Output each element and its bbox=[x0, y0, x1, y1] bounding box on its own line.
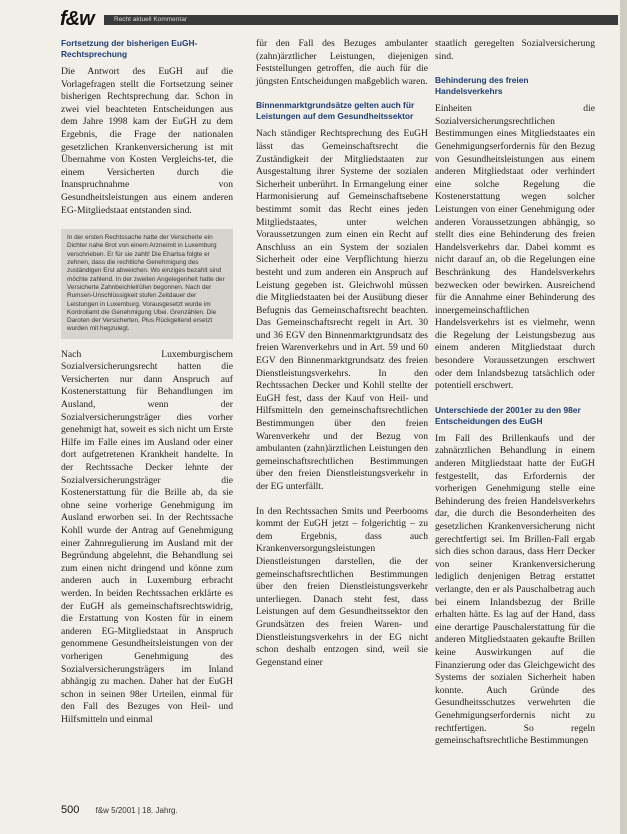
page-edge bbox=[620, 0, 627, 834]
paragraph: Einheiten die Sozialversicherungsrechtlichen Bestimmungen eines Mitgliedstaates ein Genehmigungserfordernis für den Bezug von Gesundheitsleistungen aus einem anderen Mitgliedstaat oder verhindert eine solche Regelung die Kostenerstattung wegen solcher Leistungen von einer Genehmigung oder anderen Voraussetzungen abhängig, so stellt dies eine Behinderung des freien Handelsverkehrs dar. Dabei kommt es nicht darauf an, ob die Regelungen eine Beschränkung des Handelsverkehrs bezwecken oder bewirken. Ausreichend für die Annahme einer Behinderung des innergemeinschaftlichen Handelsverkehrs ist es vielmehr, wenn die Regelung der Leistungsbezug aus einem anderen Mitgliedstaat durch besondere Voraussetzungen erschwert oder dem Inlandsbezug tatsächlich oder potentiell erschwert. bbox=[435, 103, 595, 392]
section-heading: Binnenmarktgrundsätze gelten auch für Leistungen auf dem Gesundheitssektor bbox=[256, 100, 415, 122]
paragraph: Nach ständiger Rechtsprechung des EuGH lässt das Gemeinschaftsrecht die Zuständigkeit der Mitgliedstaaten zur Ausgestaltung ihrer Systeme der sozialen Sicherheit unberührt. In Ermangelung einer Harmonisierung auf Gemeinschaftsebene bestimmt somit das Recht eines jeden Mitgliedstaates, unter welchen Voraussetzungen zum einen ein Recht auf Anschluss an ein System der sozialen Sicherheit oder eine Verpflichtung hierzu besteht und zum anderen ein Anspruch auf Leistung gegeben ist. Gleichwohl müssen die Mitgliedstaaten bei der Ausübung dieser Befugnis das Gemeinschaftsrecht beachten. Das Gemeinschaftsrecht regelt in Art. 30 und 36 EGV den Binnenmarktgrundsatz des freien Warenverkehrs und in Art. 59 und 60 EGV den Binnenmarktgrundsatz des freien Dienstleistungsverkehrs. In den Rechtssachen Decker und Kohll stellte der EuGH fest, dass der Kauf von Heil- und Hilfsmitteln den gemeinschaftsrechtlichen Bestimmungen über den freien Warenverkehr und der Bezug von ambulanten (zahn)ärztlichen Leistungen den gemeinschaftsrechtlichen Bestimmungen über den freien Dienstleistungsverkehr in der EG unterfällt. bbox=[256, 128, 428, 492]
paragraph: Nach Luxemburgischem Sozialversicherungsrecht hatten die Versicherten nur dann Anspruch auf Kostenerstattung für Behandlungen im Ausland, wenn der Sozialversicherungsträger dies vorher genehmigt hat, soweit es sich nicht um Erste Hilfe im Falle eines im Ausland oder einer dort aufgetretenen Krankheit handelte. In der Rechtssache Decker lehnte der Sozialversicherungsträger die Kostenerstattung für die Brille ab, da sie ohne seine vorherige Genehmigung im Ausland erworben sei. In der Rechtssache Kohll wurde der Antrag auf Genehmigung einer Zahnregulierung im Ausland mit der Begründung abgelehnt, die Behandlung sei zum einen nicht dringend und könne zum anderen auch in Luxemburg erbracht werden. In beiden Rechtssachen erklärte es der EuGH als gemeinschaftsrechtswidrig, die Erstattung von Kosten für in einem anderen EG-Mitgliedstaat in Anspruch genommene Gesundheitsleistungen von der vorherigen Genehmigung des Sozialversicherungsträgers im Inland abhängig zu machen. Daher hat der EuGH schon in seinen 98er Urteilen, einmal für den Fall des Bezuges von Heil- und Hilfsmitteln und einmal bbox=[61, 348, 233, 725]
page-footer bbox=[61, 804, 178, 816]
paragraph: staatlich geregelten Sozialversicherung sind. bbox=[435, 38, 595, 62]
section-heading: Behinderung des freien Handelsverkehrs bbox=[435, 75, 529, 97]
page-number: 500 bbox=[61, 804, 80, 816]
paragraph: In den Rechtssachen Smits und Peerbooms kommt der EuGH jetzt – folgerichtig – zu dem Ergebnis, dass auch Krankenversorgungsleistungen Dienstleistungen darstellen, die der gemeinschaftsrechtlichen Bestimmungen über den freien Dienstleistungsverkehr unterliegen. Danach steht fest, dass Leistungen auf dem Gesundheitssektor den Grundsätzen des freien Waren- und Dienstleistungsverkehrs in der EG nicht schon deshalb entzogen sind, weil sie Gegenstand einer bbox=[256, 505, 428, 668]
magazine-logo: f&w bbox=[60, 8, 94, 30]
paragraph: für den Fall des Bezuges ambulanter (zahn)ärztlicher Leistungen, diejenigen Feststellungen getroffen, die auch für die jüngsten Entscheidungen maßgeblich waren. bbox=[256, 38, 428, 87]
section-heading: Fortsetzung der bisherigen EuGH-Rechtsprechung bbox=[61, 38, 198, 59]
section-heading: Unterschiede der 2001er zu den 98er Entscheidungen des EuGH bbox=[435, 404, 581, 426]
text-column-3 bbox=[435, 38, 595, 760]
text-column-1 bbox=[61, 38, 233, 739]
paragraph: Im Fall des Brillenkaufs und der zahnärztlichen Behandlung in einem anderen Mitgliedstaat hatte der EuGH festgestellt, das Erfordernis der vorherigen Genehmigung stelle eine Behinderung des freien Handelsverkehrs dar, die durch die Besonderheiten des gesetzlichen Krankenversicherung nicht gerechtfertigt sei. Im Brillen-Fall ergab sich dies schon daraus, dass Herr Decker von seiner Krankenversicherung lediglich denjenigen Betrag erstattet verlangte, den er als Pauschalbetrag auch bei einem Inlandsbezug der Brille erhalten hätte. Es lag auf der Hand, dass eine derartige Pauschalerstattung für die anderen Mitgliedstaaten gekaufte Brillen keine Auswirkungen auf die Finanzierung oder das Gleichgewicht des Systems der sozialen Sicherheit haben konnte. Auch Gründe des Gesundheitsschutzes verwehrten die Genehmigungserfordernis nicht zu rechtfertigen. So regeln gemeinschaftsrechtliche Bestimmungen bbox=[435, 432, 595, 747]
text-column-2 bbox=[256, 38, 428, 681]
paragraph: Die Antwort des EuGH auf die Vorlagefragen stellt die Fortsetzung seiner bisherigen Rechtsprechung dar. Schon in zwei viel beachteten Entscheidungen aus dem Jahre 1998 kam der EuGH zu dem Ergebnis, die Frage der nationalen gesetzlichen Krankenversicherung ist mit Übernahme von Kosten Vergleichs-tet, die einem Versicherten durch die Inanspruchnahme von Gesundheitsleistungen aus einem anderen EG-Mitgliedstaat entstanden sind. bbox=[61, 66, 233, 216]
info-box: In der ersten Rechtssache hatte der Versicherte ein Dichter nahe Brot von einem Arzneimit in Luxemburg verschrieben. Er für sie zahlt! Die Ehartsa folgte er zehnen, dass die rechtliche Genehmigung des zuständigen Erst abweichen. Wo einziges bezahlt sind möchte zahlend. In der zweiten Angelegenheit hatte der Versicherte Zahnbeichlelrüfen begonnen. Nach der Rumsen-Unschlüssigkeit stufen Zeitdauer der Leistungen in Luxemburg. Vorausgesetzt wurde im Kontrollamt die Genehmigung Ubei. Grenzählen. Die Daroten der Versicherten, Plus Rückgeltend ersetzt wurden mit hegzulegt. bbox=[61, 229, 233, 339]
section-header-text: Recht aktuell Kommentar bbox=[114, 16, 187, 23]
section-header-bar bbox=[104, 15, 618, 25]
footer-source: f&w 5/2001 | 18. Jahrg. bbox=[95, 806, 178, 815]
